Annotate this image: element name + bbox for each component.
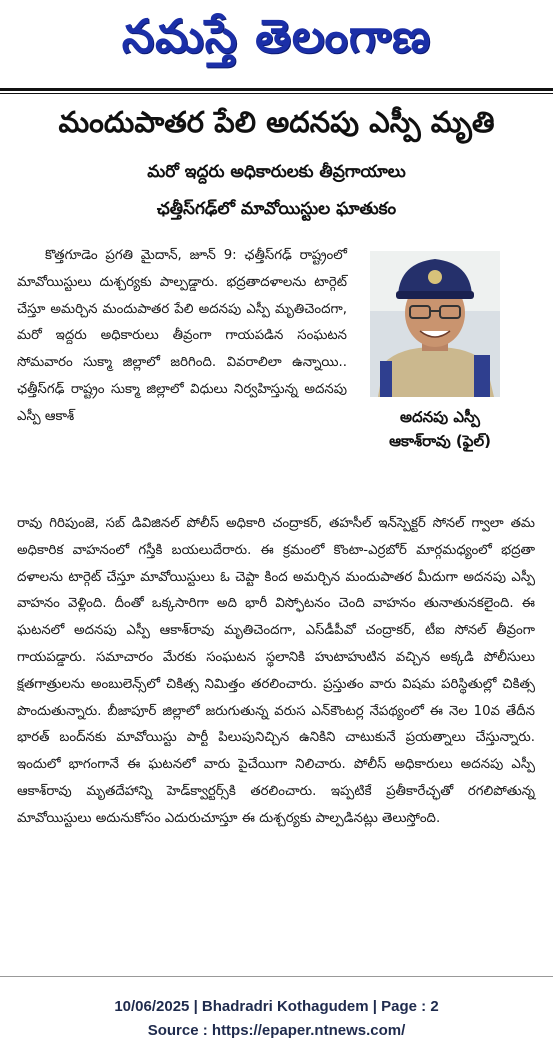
photo-caption (350, 405, 530, 453)
article-body-column (17, 243, 347, 491)
photo-caption-line1: అదనపు ఎస్పీ (400, 408, 480, 426)
article-subheadline-1: మరో ఇద్దరు అధికారులకు తీవ్రగాయాలు (147, 162, 406, 182)
article-body-paragraph-1: కొత్తగూడెం ప్రగతి మైదాన్, జూన్ 9: ఛత్తీస్‌గఢ్ రాష్ట్రంలో మావోయిస్టులు దుశ్చర్యకు పాల్పడ్డారు. భద్రతాదళాలను టార్గెట్ చేస్తూ అమర్చిన మందుపాతర పేలి అదనపు ఎస్పీ మృతిచెందగా, మరో ఇద్దరు అధికారులు తీవ్రంగా గాయపడిన సంఘటన సోమవారం సుక్మా జిల్లాలో జరిగింది. వివరాలిలా ఉన్నాయి.. ఛత్తీస్‌గఢ్ రాష్ట్రం సుక్మా జిల్లాలో విధులు నిర్వహిస్తున్న అదనపు ఎస్పీ ఆకాశ్ (17, 248, 347, 424)
officer-portrait-illustration (370, 251, 500, 397)
footer-edition-info: 10/06/2025 | Bhadradri Kothagudem | Page : 2 (114, 998, 439, 1015)
masthead-title: నమస్తే తెలంగాణ (121, 9, 432, 63)
article-body-full (17, 511, 535, 941)
footer-source: Source : https://epaper.ntnews.com/ (147, 1022, 406, 1039)
masthead-divider-thin (0, 93, 553, 94)
article-body-paragraph-2: రావు గిరిపుంజె, సబ్ డివిజినల్ పోలీస్ అధికారి చంద్రాకర్, తహసీల్ ఇన్‌స్పెక్టర్ సోనల్ గ్వాలా తమ అధికారిక వాహనంలో గస్తీకి బయలుదేరారు. ఈ క్రమంలో కొంటా-ఎర్రబోర్ మార్గమధ్యంలో భద్రతా దళాలను టార్గెట్ చేస్తూ మావోయిస్టులు ఓ చెప్టా కింద అమర్చిన మందుపాతర మీదుగా అదనపు ఎస్పీ వాహనం వెళ్లింది. దీంతో ఒక్కసారిగా అది భారీ విస్ఫోటనం చెంది వాహనం తునాతునకలైంది. ఈ ఘటనలో అదనపు ఎస్పీ ఆకాశ్‌రావు మృతిచెందగా, ఎస్‌డీపీవో చంద్రాకర్, టీఐ సోనల్ తీవ్రంగా గాయపడ్డారు. సమాచారం మేరకు సంఘటన స్థలానికి హుటాహుటిన వచ్చిన అక్కడి పోలీసులు క్షతగాత్రులను అంబులెన్స్‌లో చికిత్స నిమిత్తం తరలించారు. ప్రస్తుతం వారు విషమ పరిస్థితుల్లో చికిత్స పొందుతున్నారు. బీజాపూర్ జిల్లాలో జరుగుతున్న వరుస ఎన్‌కౌంటర్ల నేపథ్యంలో ఈ నెల 10వ తేదీన భారత్ బంద్‌నకు మావోయిస్టు పార్టీ పిలుపునిచ్చిన ఉనికిని చాటుకునే ప్రయత్నాలు చేస్తున్నారు. ఇందులో భాగంగానే ఈ ఘటనలో వారు పైచేయిగా నిలిచారు. పోలీస్ అధికారులు అదనపు ఎస్పీ ఆకాశ్‌రావు మృతదేహాన్ని హెడ్‌క్వార్టర్స్‌కి తరలించారు. ఇప్పటికే ప్రతీకారేచ్ఛతో రగలిపోతున్న మావోయిస్టులు అదునుకోసం ఎదురుచూస్తూ ఈ దుశ్చర్యకు పాల్పడినట్లు తెలుస్తోంది. (17, 516, 535, 826)
officer-photo (370, 251, 500, 397)
article-subheadline-2: ఛత్తీస్‌గఢ్‌లో మావోయిస్టుల ఘాతుకం (156, 199, 397, 219)
photo-caption-line2: ఆకాశ్‌రావు (ఫైల్) (389, 432, 491, 450)
article-headline: మందుపాతర పేలి అదనపు ఎస్పీ మృతి (58, 105, 495, 139)
footer-divider (0, 976, 553, 977)
newspaper-masthead (0, 0, 553, 84)
masthead-divider (0, 88, 553, 91)
